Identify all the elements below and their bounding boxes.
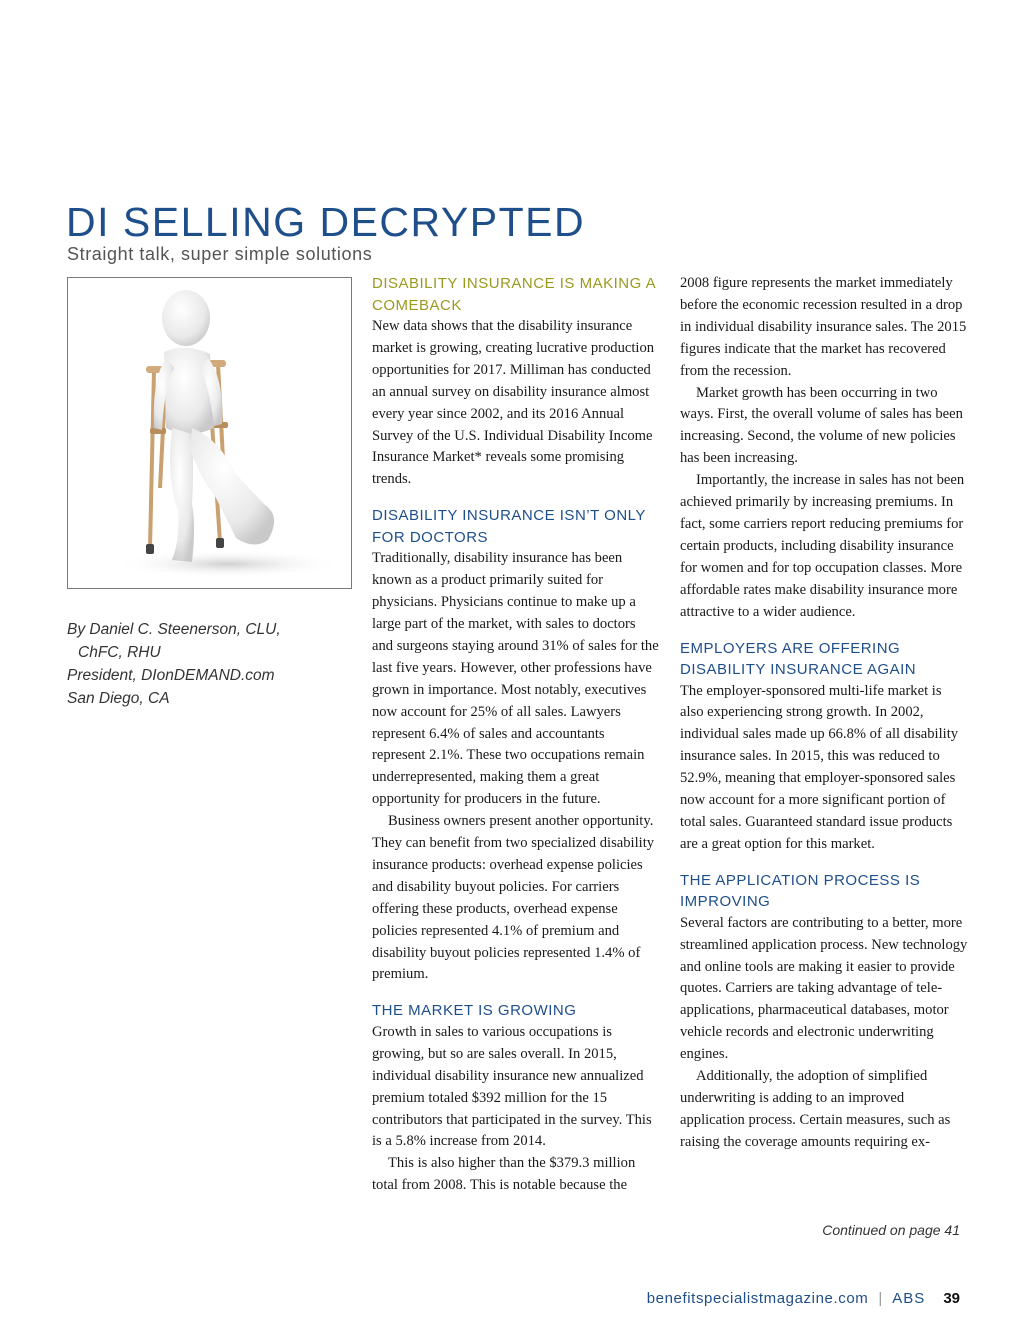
- section-heading-doctors: DISABILITY INSURANCE ISN’T ONLY FOR DOCTORS: [372, 507, 646, 546]
- paragraph: Business owners present another opportunity. They can benefit from two specialized disability insurance products: overhead expense policies and disability buyout policies. For carriers offering these products, overhead expense policies represented 4.1% of premium and disability buyout policies represented 1.4% of premium.: [372, 813, 655, 983]
- crutches-figure-image: [67, 277, 352, 589]
- paragraph: Market growth has been occurring in two ways. First, the overall volume of sales has been increasing. Second, the volume of new policies has been increasing.: [680, 384, 963, 467]
- paragraph: Traditionally, disability insurance has been known as a product primarily suited for physicians. Physicians continue to make up a large part of the market, with sales to doctors and surgeons staying around 31% of sales for the last five years. However, other professions have grown in importance. Most notably, executives now account for 25% of all sales. Lawyers represent 6.4% of sales and accountants represent 2.1%. These two occupations remain underrepresented, making them a great opportunity for producers in the future.: [372, 550, 659, 808]
- paragraph: This is also higher than the $379.3 million total from 2008. This is notable because the: [372, 1155, 636, 1194]
- section-heading-employers: EMPLOYERS ARE OFFERING DISABILITY INSURANCE AGAIN: [680, 639, 917, 678]
- paragraph: The employer-sponsored multi-life market is also experiencing strong growth. In 2002, individual sales made up 66.8% of all disability insurance sales. In 2015, this was reduced to 52.9%, meaning that employer-sponsored sales now account for a more significant portion of total sales. Guaranteed standard issue products are a great option for this market.: [680, 682, 959, 852]
- paragraph: Additionally, the adoption of simplified underwriting is adding to an improved application process. Certain measures, such as raising the coverage amounts requiring ex-: [680, 1068, 951, 1150]
- author-byline: [67, 618, 281, 710]
- section-heading-application: THE APPLICATION PROCESS IS IMPROVING: [680, 871, 921, 911]
- author-credentials: ChFC, RHU: [78, 644, 161, 661]
- footer-magazine-name: ABS: [892, 1290, 926, 1307]
- paragraph: Growth in sales to various occupations is growing, but so are sales overall. In 2015, individual disability insurance new annualized premium totaled $392 million for the 15 contributors that participated in the survey. This is a 5.8% increase from 2014.: [372, 1023, 652, 1150]
- section-heading-comeback: DISABILITY INSURANCE IS MAKING A COMEBACK: [372, 275, 656, 314]
- article-column-left: [372, 273, 660, 1197]
- continued-note: Continued on page 41: [822, 1222, 960, 1238]
- paragraph: Several factors are contributing to a better, more streamlined application process. New technology and online tools are making it easier to provide quotes. Carriers are taking advantage of tele-applications, pharmaceutical databases, motor vehicle records and electronic underwriting engines.: [680, 914, 968, 1063]
- article-column-right: [680, 273, 968, 1154]
- author-title: President, DIonDEMAND.com: [67, 667, 275, 684]
- paragraph: Importantly, the increase in sales has not been achieved primarily by increasing premiums. In fact, some carriers report reducing premiums for certain products, including disability insurance for women and for top occupation classes. More affordable rates make disability insurance more attractive to a wider audience.: [680, 472, 965, 620]
- page-footer: [647, 1290, 960, 1307]
- page-title: DI SELLING DECRYPTED: [66, 199, 586, 245]
- paragraph-continued: 2008 figure represents the market immediately before the economic recession resulted in a drop in individual disability insurance sales. The 2015 figures indicate that the market has recovered from the recession.: [680, 275, 967, 379]
- author-location: San Diego, CA: [67, 690, 170, 707]
- page-number: 39: [943, 1290, 960, 1307]
- figure-on-crutches-icon: [68, 278, 352, 589]
- footer-website-link[interactable]: benefitspecialistmagazine.com: [646, 1290, 869, 1307]
- author-name: By Daniel C. Steenerson, CLU,: [67, 621, 281, 638]
- paragraph: New data shows that the disability insurance market is growing, creating lucrative production opportunities for 2017. Milliman has conducted an annual survey on disability insurance almost every year since 2002, and its 2016 Annual Survey of the U.S. Individual Disability Income Insurance Market* reveals some promising trends.: [372, 318, 655, 488]
- page-subtitle: Straight talk, super simple solutions: [67, 244, 373, 264]
- section-heading-market-growing: THE MARKET IS GROWING: [372, 1002, 577, 1020]
- footer-separator: |: [878, 1290, 883, 1307]
